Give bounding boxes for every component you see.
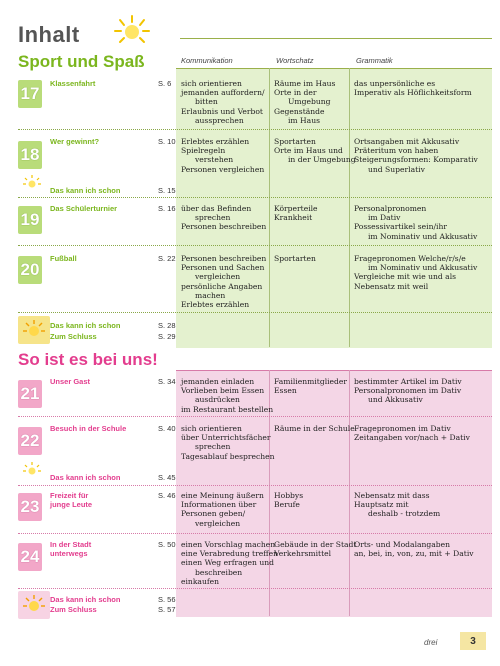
kommunikation-cell: jemanden einladen Vorlieben beim Essen ausdrücken im Restaurant bestellen xyxy=(181,377,274,414)
page-number: S. 29 xyxy=(158,332,176,341)
lesson-title-line: unterwegs xyxy=(50,549,88,558)
section-title-bei-uns: So ist es bei uns! xyxy=(18,350,158,369)
kann-ich-schon-link[interactable]: Das kann ich schon xyxy=(50,473,121,482)
lesson-number-badge: 18 xyxy=(18,141,42,169)
page-number: S. 16 xyxy=(158,204,176,213)
footer-page-word: drei xyxy=(424,638,438,647)
row-divider xyxy=(18,245,492,246)
lesson-title[interactable] xyxy=(50,491,92,509)
column-head-wortschatz: Wortschatz xyxy=(276,56,314,65)
page-number: S. 34 xyxy=(158,377,176,386)
grammatik-cell: Personalpronomen im Dativ Possessivartikel sein/ihr im Nominativ und Akkusativ xyxy=(354,204,478,241)
grammatik-cell: das unpersönliche es Imperativ als Höflichkeitsform xyxy=(354,79,472,98)
sun-badge xyxy=(18,591,50,619)
zum-schluss-link[interactable]: Zum Schluss xyxy=(50,605,97,614)
page-number: S. 57 xyxy=(158,605,176,614)
sun-icon xyxy=(22,594,46,616)
lesson-title[interactable]: Besuch in der Schule xyxy=(50,424,127,433)
lesson-number-badge: 24 xyxy=(18,543,42,571)
column-divider xyxy=(269,68,270,347)
column-head-kommunikation: Kommunikation xyxy=(181,56,233,65)
row-divider xyxy=(18,485,492,486)
column-head-grammatik: Grammatik xyxy=(356,56,393,65)
sun-icon xyxy=(112,14,152,50)
sun-icon xyxy=(22,462,42,478)
lesson-title[interactable]: Das Schülerturnier xyxy=(50,204,118,213)
kann-ich-schon-link[interactable]: Das kann ich schon xyxy=(50,186,121,195)
kann-ich-schon-link[interactable]: Das kann ich schon xyxy=(50,595,121,604)
kommunikation-cell: Personen beschreiben Personen und Sachen vergleichen persönliche Angaben machen Erlebtes erzählen xyxy=(181,254,267,310)
page-number: S. 50 xyxy=(158,540,176,549)
page-number: S. 15 xyxy=(158,186,176,195)
page-number: S. 10 xyxy=(158,137,176,146)
page-number: S. 28 xyxy=(158,321,176,330)
kommunikation-cell: einen Vorschlag machen eine Verabredung treffen einen Weg erfragen und beschreiben einkaufen xyxy=(181,540,279,586)
lesson-title-line: Freizeit für xyxy=(50,491,89,500)
page-number: S. 56 xyxy=(158,595,176,604)
lesson-title-line: In der Stadt xyxy=(50,540,92,549)
page-number: S. 46 xyxy=(158,491,176,500)
column-divider xyxy=(349,370,350,616)
lesson-title-line: junge Leute xyxy=(50,500,93,509)
lesson-number-badge: 22 xyxy=(18,427,42,455)
page-number: S. 40 xyxy=(158,424,176,433)
lesson-number-badge: 21 xyxy=(18,380,42,408)
wortschatz-cell: Räume im Haus Orte in der Umgebung Gegenstände im Haus xyxy=(274,79,336,125)
lesson-number-badge: 19 xyxy=(18,206,42,234)
lesson-number-badge: 23 xyxy=(18,493,42,521)
grammatik-cell: bestimmter Artikel im Dativ Personalpronomen im Dativ und Akkusativ xyxy=(354,377,462,405)
row-divider xyxy=(18,197,492,198)
grammatik-cell: Ortsangaben mit Akkusativ Präteritum von haben Steigerungsformen: Komparativ und Superlativ xyxy=(354,137,478,174)
header-rule xyxy=(180,38,492,39)
kommunikation-cell: eine Meinung äußern Informationen über Personen geben/ vergleichen xyxy=(181,491,264,528)
wortschatz-cell: Sportarten xyxy=(274,254,316,263)
wortschatz-cell: Körperteile Krankheit xyxy=(274,204,318,223)
wortschatz-cell: Räume in der Schule xyxy=(274,424,355,433)
grammatik-cell: Fragepronomen Welche/r/s/e im Nominativ und Akkusativ Vergleiche mit wie und als Nebensatz mit weil xyxy=(354,254,478,291)
row-divider xyxy=(18,129,492,130)
kommunikation-cell: sich orientieren jemanden auffordern/ bitten Erlaubnis und Verbot aussprechen xyxy=(181,79,265,125)
wortschatz-cell: Sportarten Orte im Haus und in der Umgebung xyxy=(274,137,356,165)
kommunikation-cell: über das Befinden sprechen Personen beschreiben xyxy=(181,204,267,232)
row-divider xyxy=(18,416,492,417)
wortschatz-cell: Hobbys Berufe xyxy=(274,491,304,510)
page-number: S. 45 xyxy=(158,473,176,482)
page-title: Inhalt xyxy=(18,22,80,47)
lesson-number-badge: 20 xyxy=(18,256,42,284)
page-number: S. 6 xyxy=(158,79,172,88)
lesson-title[interactable]: Unser Gast xyxy=(50,377,91,386)
page-number: S. 22 xyxy=(158,254,176,263)
grammatik-cell: Orts- und Modalangaben an, bei, in, von, zu, mit + Dativ xyxy=(354,540,474,559)
grammatik-cell: Nebensatz mit dass Hauptsatz mit deshalb - trotzdem xyxy=(354,491,441,519)
lesson-title[interactable] xyxy=(50,540,91,558)
kommunikation-cell: sich orientieren über Unterrichtsfächer sprechen Tagesablauf besprechen xyxy=(181,424,275,461)
sun-badge xyxy=(18,316,50,344)
zum-schluss-link[interactable]: Zum Schluss xyxy=(50,332,97,341)
row-divider xyxy=(18,312,492,313)
section-title-sport: Sport und Spaß xyxy=(18,52,145,71)
sun-icon xyxy=(22,319,46,341)
row-divider xyxy=(18,588,492,589)
kann-ich-schon-link[interactable]: Das kann ich schon xyxy=(50,321,121,330)
footer-page-number: 3 xyxy=(460,632,486,650)
lesson-number-badge: 17 xyxy=(18,80,42,108)
lesson-title[interactable]: Wer gewinnt? xyxy=(50,137,100,146)
wortschatz-cell: Familienmitglieder Essen xyxy=(274,377,348,396)
lesson-title[interactable]: Klassenfahrt xyxy=(50,79,96,88)
grammatik-cell: Fragepronomen im Dativ Zeitangaben vor/nach + Dativ xyxy=(354,424,470,443)
wortschatz-cell: Gebäude in der Stadt Verkehrsmittel xyxy=(274,540,357,559)
lesson-title[interactable]: Fußball xyxy=(50,254,77,263)
kommunikation-cell: Erlebtes erzählen Spielregeln verstehen Personen vergleichen xyxy=(181,137,265,174)
row-divider xyxy=(18,533,492,534)
sun-icon xyxy=(22,175,42,191)
column-divider xyxy=(349,68,350,347)
